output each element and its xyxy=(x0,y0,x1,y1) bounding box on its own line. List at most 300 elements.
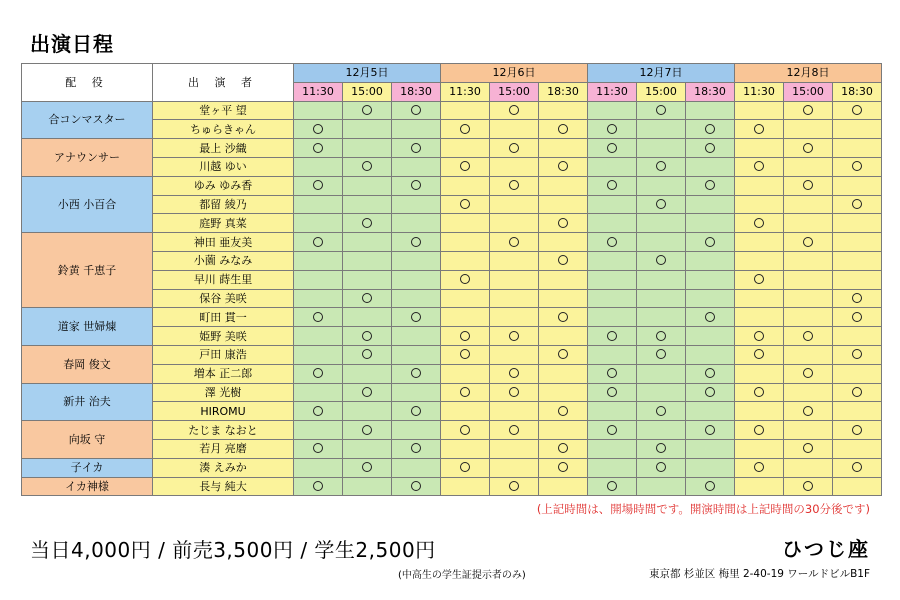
schedule-cell xyxy=(833,364,882,383)
appearance-circle-icon xyxy=(852,462,862,472)
schedule-cell xyxy=(784,214,833,233)
page-title: 出演日程 xyxy=(30,32,114,56)
schedule-cell xyxy=(784,233,833,252)
appearance-circle-icon xyxy=(607,237,617,247)
schedule-cell xyxy=(343,458,392,477)
schedule-cell xyxy=(490,421,539,440)
appearance-circle-icon xyxy=(509,105,519,115)
appearance-circle-icon xyxy=(705,368,715,378)
schedule-cell xyxy=(539,251,588,270)
schedule-cell xyxy=(343,157,392,176)
schedule-cell xyxy=(539,458,588,477)
schedule-cell xyxy=(294,157,343,176)
schedule-cell xyxy=(294,458,343,477)
schedule-cell xyxy=(539,477,588,496)
schedule-cell xyxy=(343,402,392,421)
appearance-circle-icon xyxy=(411,481,421,491)
schedule-cell xyxy=(392,383,441,402)
role-cell: 向坂 守 xyxy=(22,421,153,459)
schedule-cell xyxy=(539,101,588,120)
schedule-cell xyxy=(490,120,539,139)
schedule-cell xyxy=(343,327,392,346)
appearance-circle-icon xyxy=(460,349,470,359)
schedule-cell xyxy=(686,289,735,308)
appearance-circle-icon xyxy=(754,349,764,359)
appearance-circle-icon xyxy=(362,218,372,228)
schedule-cell xyxy=(833,270,882,289)
appearance-circle-icon xyxy=(852,199,862,209)
appearance-circle-icon xyxy=(313,406,323,416)
role-cell: アナウンサー xyxy=(22,139,153,177)
schedule-cell xyxy=(294,270,343,289)
appearance-circle-icon xyxy=(460,161,470,171)
schedule-cell xyxy=(637,477,686,496)
appearance-circle-icon xyxy=(656,443,666,453)
schedule-cell xyxy=(784,327,833,346)
schedule-cell xyxy=(637,120,686,139)
schedule-cell xyxy=(490,214,539,233)
cast-cell: 神田 亜友美 xyxy=(153,233,294,252)
schedule-cell xyxy=(784,458,833,477)
schedule-cell xyxy=(735,176,784,195)
schedule-cell xyxy=(343,176,392,195)
schedule-cell xyxy=(637,364,686,383)
schedule-cell xyxy=(294,345,343,364)
appearance-circle-icon xyxy=(754,161,764,171)
schedule-cell xyxy=(343,195,392,214)
schedule-table xyxy=(21,63,882,496)
schedule-cell xyxy=(735,439,784,458)
schedule-cell xyxy=(343,383,392,402)
appearance-circle-icon xyxy=(705,312,715,322)
schedule-cell xyxy=(441,383,490,402)
schedule-cell xyxy=(441,439,490,458)
schedule-cell xyxy=(441,289,490,308)
cast-cell: 長与 純大 xyxy=(153,477,294,496)
appearance-circle-icon xyxy=(607,481,617,491)
appearance-circle-icon xyxy=(656,255,666,265)
table-row xyxy=(22,101,882,120)
appearance-circle-icon xyxy=(313,180,323,190)
schedule-cell xyxy=(588,120,637,139)
schedule-cell xyxy=(441,120,490,139)
schedule-cell xyxy=(294,364,343,383)
appearance-circle-icon xyxy=(705,124,715,134)
schedule-cell xyxy=(490,195,539,214)
appearance-circle-icon xyxy=(656,349,666,359)
time-header: 18:30 xyxy=(686,82,735,101)
appearance-circle-icon xyxy=(362,293,372,303)
schedule-cell xyxy=(441,421,490,440)
cast-cell: HIROMU xyxy=(153,402,294,421)
schedule-cell xyxy=(833,383,882,402)
appearance-circle-icon xyxy=(607,425,617,435)
schedule-cell xyxy=(833,327,882,346)
schedule-cell xyxy=(539,439,588,458)
schedule-cell xyxy=(637,327,686,346)
appearance-circle-icon xyxy=(656,331,666,341)
schedule-cell xyxy=(686,421,735,440)
schedule-cell xyxy=(392,214,441,233)
appearance-circle-icon xyxy=(460,462,470,472)
schedule-cell xyxy=(392,139,441,158)
appearance-circle-icon xyxy=(852,387,862,397)
schedule-cell xyxy=(784,345,833,364)
table-row xyxy=(22,345,882,364)
appearance-circle-icon xyxy=(411,105,421,115)
schedule-cell xyxy=(343,139,392,158)
table-row xyxy=(22,458,882,477)
schedule-cell xyxy=(490,270,539,289)
schedule-cell xyxy=(686,308,735,327)
schedule-cell xyxy=(392,477,441,496)
schedule-cell xyxy=(343,477,392,496)
schedule-cell xyxy=(343,101,392,120)
schedule-cell xyxy=(441,308,490,327)
schedule-cell xyxy=(784,421,833,440)
date-header: 12月7日 xyxy=(588,64,735,83)
schedule-cell xyxy=(490,289,539,308)
schedule-cell xyxy=(294,477,343,496)
schedule-cell xyxy=(441,364,490,383)
appearance-circle-icon xyxy=(558,218,568,228)
schedule-cell xyxy=(588,327,637,346)
schedule-cell xyxy=(784,402,833,421)
schedule-cell xyxy=(637,458,686,477)
schedule-cell xyxy=(735,251,784,270)
schedule-cell xyxy=(588,195,637,214)
role-cell: 新井 治夫 xyxy=(22,383,153,421)
schedule-cell xyxy=(833,120,882,139)
appearance-circle-icon xyxy=(411,406,421,416)
appearance-circle-icon xyxy=(607,331,617,341)
schedule-cell xyxy=(784,289,833,308)
schedule-cell xyxy=(490,157,539,176)
schedule-cell xyxy=(784,120,833,139)
cast-cell: 保谷 美咲 xyxy=(153,289,294,308)
time-header: 15:00 xyxy=(343,82,392,101)
appearance-circle-icon xyxy=(509,180,519,190)
role-cell: 道家 世婦煉 xyxy=(22,308,153,346)
schedule-cell xyxy=(735,308,784,327)
cast-cell: 小薗 みなみ xyxy=(153,251,294,270)
schedule-cell xyxy=(833,157,882,176)
appearance-circle-icon xyxy=(411,443,421,453)
schedule-cell xyxy=(441,327,490,346)
schedule-cell xyxy=(539,120,588,139)
cast-cell: 町田 貫一 xyxy=(153,308,294,327)
schedule-cell xyxy=(588,157,637,176)
schedule-cell xyxy=(784,251,833,270)
schedule-cell xyxy=(637,139,686,158)
ticket-price: 当日4,000円 / 前売3,500円 / 学生2,500円 xyxy=(30,538,436,562)
schedule-cell xyxy=(686,176,735,195)
schedule-cell xyxy=(294,402,343,421)
appearance-circle-icon xyxy=(705,425,715,435)
appearance-circle-icon xyxy=(460,425,470,435)
cast-cell: たじま なおと xyxy=(153,421,294,440)
appearance-circle-icon xyxy=(705,237,715,247)
opening-time-note: (上記時間は、開場時間です。開演時間は上記時間の30分後です) xyxy=(536,502,870,516)
time-header: 11:30 xyxy=(588,82,637,101)
cast-cell: 都留 綾乃 xyxy=(153,195,294,214)
appearance-circle-icon xyxy=(460,387,470,397)
appearance-circle-icon xyxy=(509,368,519,378)
appearance-circle-icon xyxy=(803,143,813,153)
appearance-circle-icon xyxy=(803,105,813,115)
schedule-cell xyxy=(735,364,784,383)
schedule-cell xyxy=(392,176,441,195)
venue-address: 東京都 杉並区 梅里 2-40-19 ワールドビルB1F xyxy=(648,568,870,580)
cast-cell: 川越 ゆい xyxy=(153,157,294,176)
cast-cell: 増本 正二郎 xyxy=(153,364,294,383)
schedule-cell xyxy=(735,477,784,496)
appearance-circle-icon xyxy=(656,161,666,171)
schedule-cell xyxy=(441,345,490,364)
schedule-cell xyxy=(588,458,637,477)
appearance-circle-icon xyxy=(558,443,568,453)
schedule-cell xyxy=(637,421,686,440)
appearance-circle-icon xyxy=(852,105,862,115)
cast-cell: ちゅらきゃん xyxy=(153,120,294,139)
schedule-cell xyxy=(637,176,686,195)
schedule-cell xyxy=(539,345,588,364)
schedule-cell xyxy=(588,214,637,233)
schedule-cell xyxy=(441,101,490,120)
schedule-cell xyxy=(833,233,882,252)
schedule-cell xyxy=(686,458,735,477)
appearance-circle-icon xyxy=(803,368,813,378)
schedule-cell xyxy=(490,101,539,120)
schedule-cell xyxy=(539,327,588,346)
schedule-cell xyxy=(539,364,588,383)
schedule-cell xyxy=(588,289,637,308)
schedule-cell xyxy=(588,383,637,402)
schedule-cell xyxy=(294,176,343,195)
schedule-cell xyxy=(784,139,833,158)
schedule-cell xyxy=(539,139,588,158)
appearance-circle-icon xyxy=(754,331,764,341)
appearance-circle-icon xyxy=(852,425,862,435)
schedule-cell xyxy=(784,101,833,120)
schedule-cell xyxy=(686,101,735,120)
schedule-cell xyxy=(735,157,784,176)
appearance-circle-icon xyxy=(803,331,813,341)
schedule-cell xyxy=(441,477,490,496)
schedule-cell xyxy=(735,345,784,364)
schedule-cell xyxy=(392,195,441,214)
schedule-cell xyxy=(735,402,784,421)
schedule-cell xyxy=(343,120,392,139)
schedule-cell xyxy=(343,308,392,327)
appearance-circle-icon xyxy=(803,443,813,453)
appearance-circle-icon xyxy=(460,124,470,134)
appearance-circle-icon xyxy=(460,331,470,341)
cast-cell: 澤 光樹 xyxy=(153,383,294,402)
schedule-cell xyxy=(686,157,735,176)
schedule-cell xyxy=(637,270,686,289)
appearance-circle-icon xyxy=(607,124,617,134)
header-cast: 出 演 者 xyxy=(153,64,294,102)
schedule-cell xyxy=(294,251,343,270)
appearance-circle-icon xyxy=(460,199,470,209)
schedule-cell xyxy=(686,214,735,233)
appearance-circle-icon xyxy=(852,312,862,322)
schedule-cell xyxy=(686,477,735,496)
schedule-cell xyxy=(539,270,588,289)
appearance-circle-icon xyxy=(411,237,421,247)
appearance-circle-icon xyxy=(558,312,568,322)
cast-cell: 最上 沙織 xyxy=(153,139,294,158)
time-header: 18:30 xyxy=(392,82,441,101)
schedule-cell xyxy=(392,458,441,477)
appearance-circle-icon xyxy=(754,124,764,134)
schedule-cell xyxy=(686,402,735,421)
appearance-circle-icon xyxy=(313,368,323,378)
appearance-circle-icon xyxy=(558,406,568,416)
schedule-cell xyxy=(784,308,833,327)
appearance-circle-icon xyxy=(411,312,421,322)
appearance-circle-icon xyxy=(852,349,862,359)
troupe-name: ひつじ座 xyxy=(782,537,870,561)
schedule-cell xyxy=(833,439,882,458)
appearance-circle-icon xyxy=(705,481,715,491)
schedule-cell xyxy=(735,289,784,308)
date-header: 12月8日 xyxy=(735,64,882,83)
schedule-cell xyxy=(588,345,637,364)
schedule-cell xyxy=(833,289,882,308)
schedule-cell xyxy=(490,383,539,402)
appearance-circle-icon xyxy=(313,143,323,153)
appearance-circle-icon xyxy=(313,443,323,453)
schedule-cell xyxy=(539,195,588,214)
date-header: 12月5日 xyxy=(294,64,441,83)
schedule-cell xyxy=(539,214,588,233)
schedule-cell xyxy=(833,101,882,120)
schedule-cell xyxy=(735,120,784,139)
schedule-cell xyxy=(833,214,882,233)
schedule-cell xyxy=(490,458,539,477)
schedule-cell xyxy=(343,421,392,440)
cast-cell: 姫野 美咲 xyxy=(153,327,294,346)
schedule-cell xyxy=(735,327,784,346)
schedule-cell xyxy=(392,289,441,308)
appearance-circle-icon xyxy=(656,105,666,115)
schedule-cell xyxy=(637,157,686,176)
table-row xyxy=(22,233,882,252)
schedule-cell xyxy=(686,195,735,214)
schedule-cell xyxy=(735,270,784,289)
schedule-cell xyxy=(784,477,833,496)
schedule-cell xyxy=(490,402,539,421)
schedule-cell xyxy=(686,120,735,139)
appearance-circle-icon xyxy=(509,237,519,247)
appearance-circle-icon xyxy=(313,312,323,322)
appearance-circle-icon xyxy=(558,161,568,171)
schedule-cell xyxy=(637,439,686,458)
schedule-cell xyxy=(392,402,441,421)
schedule-cell xyxy=(735,421,784,440)
schedule-cell xyxy=(490,345,539,364)
schedule-cell xyxy=(343,214,392,233)
schedule-cell xyxy=(392,120,441,139)
schedule-cell xyxy=(539,157,588,176)
schedule-cell xyxy=(833,458,882,477)
schedule-cell xyxy=(539,402,588,421)
appearance-circle-icon xyxy=(754,387,764,397)
header-role: 配 役 xyxy=(22,64,153,102)
schedule-cell xyxy=(392,157,441,176)
schedule-cell xyxy=(441,195,490,214)
schedule-cell xyxy=(539,233,588,252)
schedule-cell xyxy=(441,233,490,252)
schedule-cell xyxy=(637,383,686,402)
schedule-cell xyxy=(637,251,686,270)
schedule-cell xyxy=(392,101,441,120)
cast-cell: 戸田 康浩 xyxy=(153,345,294,364)
schedule-cell xyxy=(637,345,686,364)
cast-cell: 堂ヶ平 望 xyxy=(153,101,294,120)
student-price-note: (中高生の学生証提示者のみ) xyxy=(398,570,526,581)
schedule-cell xyxy=(343,251,392,270)
role-cell: 合コンマスター xyxy=(22,101,153,139)
appearance-circle-icon xyxy=(411,368,421,378)
schedule-cell xyxy=(588,270,637,289)
schedule-cell xyxy=(343,233,392,252)
time-header: 18:30 xyxy=(833,82,882,101)
appearance-circle-icon xyxy=(509,331,519,341)
schedule-cell xyxy=(735,458,784,477)
schedule-cell xyxy=(294,308,343,327)
schedule-cell xyxy=(637,308,686,327)
schedule-cell xyxy=(784,383,833,402)
schedule-cell xyxy=(637,402,686,421)
schedule-cell xyxy=(392,345,441,364)
schedule-cell xyxy=(539,383,588,402)
appearance-circle-icon xyxy=(607,180,617,190)
schedule-cell xyxy=(294,101,343,120)
table-row xyxy=(22,308,882,327)
appearance-circle-icon xyxy=(852,293,862,303)
schedule-cell xyxy=(392,308,441,327)
schedule-cell xyxy=(294,439,343,458)
schedule-cell xyxy=(441,270,490,289)
schedule-cell xyxy=(686,251,735,270)
appearance-circle-icon xyxy=(509,425,519,435)
schedule-cell xyxy=(735,139,784,158)
schedule-cell xyxy=(833,195,882,214)
schedule-cell xyxy=(833,139,882,158)
schedule-cell xyxy=(294,327,343,346)
schedule-cell xyxy=(343,270,392,289)
appearance-circle-icon xyxy=(362,161,372,171)
schedule-cell xyxy=(441,176,490,195)
schedule-cell xyxy=(490,251,539,270)
schedule-cell xyxy=(588,364,637,383)
schedule-cell xyxy=(686,364,735,383)
schedule-cell xyxy=(490,327,539,346)
cast-cell: ゆみ ゆみ香 xyxy=(153,176,294,195)
schedule-cell xyxy=(686,383,735,402)
appearance-circle-icon xyxy=(313,237,323,247)
schedule-cell xyxy=(294,195,343,214)
schedule-cell xyxy=(294,289,343,308)
schedule-cell xyxy=(686,439,735,458)
table-row xyxy=(22,176,882,195)
time-header: 18:30 xyxy=(539,82,588,101)
schedule-cell xyxy=(735,101,784,120)
appearance-circle-icon xyxy=(607,368,617,378)
